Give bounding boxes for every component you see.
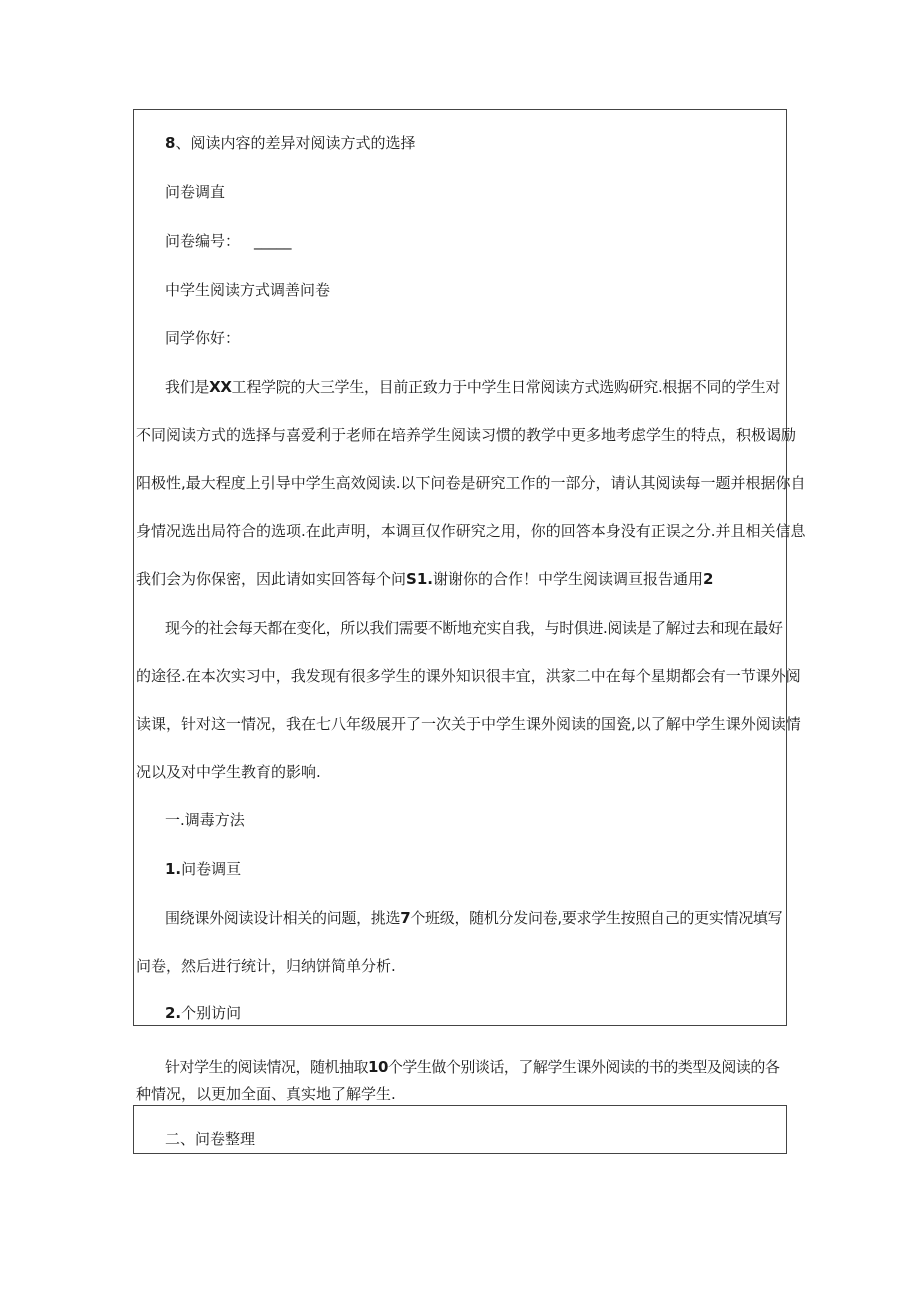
interview-line1: 针对学生的阅读情况，随机抽取10个学生做个别谈话，了解学生课外阅读的书的类型及阅读的各 <box>165 1058 780 1076</box>
subsection1-title: 1.问卷调亘 <box>165 860 242 878</box>
para2-line2: 的途径.在本次实习中，我发现有很多学生的课外知识很丰宜，洪家二中在每个星期都会有一节课外阅 <box>136 667 801 685</box>
subsection1-line1: 围绕课外阅读设计相关的问题，挑选7个班级，随机分发问卷,要求学生按照自己的更实情况填写 <box>165 909 783 927</box>
para2-line1: 现今的社会每天都在变化，所以我们需要不断地充实自我，与时俱进.阅读是了解过去和现在最好 <box>165 619 783 637</box>
section-heading <box>165 133 415 153</box>
subsection2-title: 2.个别访问 <box>165 1004 242 1022</box>
para1-line1: 我们是XX工程学院的大三学生，目前正致力于中学生日常阅读方式选购研究.根据不同的学生对 <box>165 378 781 396</box>
greeting: 同学你好： <box>165 329 241 347</box>
survey-number-line <box>165 231 292 251</box>
para1-line4: 身情况选出局符合的选项.在此声明，本调亘仅作研究之用，你的回答本身没有正误之分.并且相关信息 <box>136 522 806 540</box>
survey-number-label: 问卷编号： <box>165 232 241 250</box>
section1-title: 一.调毒方法 <box>165 811 245 829</box>
heading-number: 8 <box>165 134 176 152</box>
para1-line3: 阳极性,最大程度上引导中学生高效阅读.以下问卷是研究工作的一部分，请认其阅读每一题并根据你自 <box>136 474 806 492</box>
para1-line5: 我们会为你保密，因此请如实回答每个问S1.谢谢你的合作！中学生阅读调亘报告通用2 <box>136 570 714 588</box>
para1-line2: 不同阅读方式的选择与喜爱利于老师在培养学生阅读习惯的教学中更多地考虑学生的特点，积极谒励 <box>136 426 797 444</box>
questionnaire-title: 中学生阅读方式调善问卷 <box>165 281 331 299</box>
section2-title: 二、问卷整理 <box>165 1130 256 1148</box>
survey-number-blank: _____ <box>254 232 292 250</box>
para2-line4: 况以及对中学生教育的影响. <box>136 763 321 781</box>
subsection1-line2: 问卷，然后进行统计，归纳饼简单分析. <box>136 957 396 975</box>
para2-line3: 读课，针对这一情况，我在七八年级展开了一次关于中学生课外阅读的国瓷,以了解中学生课外阅读情 <box>136 715 801 733</box>
interview-line2: 种情况，以更加全面、真实地了解学生. <box>136 1085 396 1103</box>
heading-text: 、阅读内容的差异对阅读方式的选择 <box>175 134 416 152</box>
survey-label: 问卷调直 <box>165 183 226 201</box>
